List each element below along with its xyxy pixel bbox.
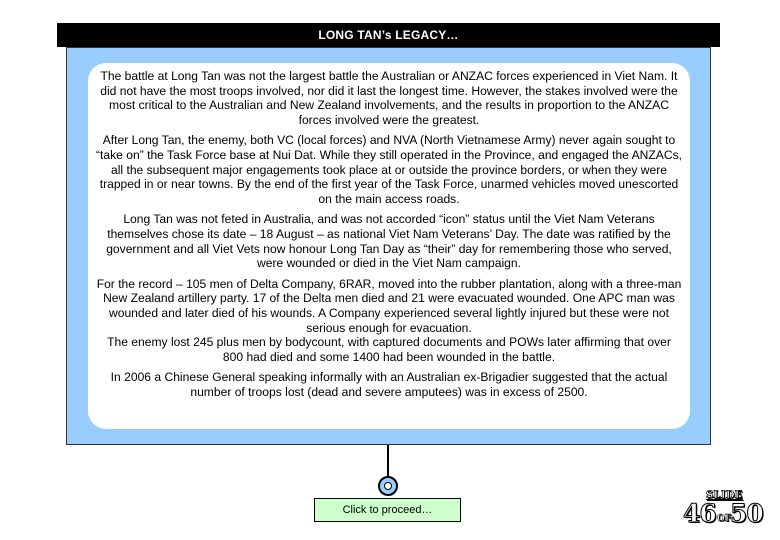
paragraph-chinese-general: In 2006 a Chinese General speaking informally with an Australian ex-Brigadier suggested that the actual number of troops lost (dead and severe amputees) was in excess of 2500. bbox=[110, 370, 668, 399]
slide-label: SLIDE bbox=[706, 490, 743, 501]
knob-center bbox=[384, 482, 392, 490]
paragraph-veterans-day: Long Tan was not feted in Australia, and was not accorded “icon” status until the Viet Nam Veterans themselves chose its date – 18 August – as national Viet Nam Veterans’ Day. The date was ratified by the government and all Viet Vets now honour Long Tan Day as “their” day for remembering those who served, were wounded or died in the Viet Nam campaign. bbox=[106, 212, 672, 271]
slide-title: LONG TAN’s LEGACY… bbox=[57, 23, 720, 47]
paragraph-aftermath: After Long Tan, the enemy, both VC (local forces) and NVA (North Vietnamese Army) never again sought to “take on” the Task Force base at Nui Dat. While they still operated in the Province, and engaged the ANZACs, all the subsequent major engagements took place at or outside the province borders, or when they were trapped in or near towns. By the end of the first year of the Task Force, unarmed vehicles moved unescorted on the main access roads. bbox=[96, 133, 682, 206]
text-card bbox=[88, 63, 690, 429]
connector-knob-icon bbox=[378, 476, 398, 496]
paragraph-enemy-losses: The enemy lost 245 plus men by bodycount, with captured documents and POWs later affirming that over 800 had died and some 1400 had been wounded in the battle. bbox=[107, 335, 671, 364]
slide-current-number: 46 bbox=[683, 499, 716, 528]
slide-of-label: OF bbox=[717, 514, 732, 524]
proceed-button[interactable]: Click to proceed… bbox=[314, 498, 461, 522]
paragraph-casualties: For the record – 105 men of Delta Company, 6RAR, moved into the rubber plantation, along with a three-man New Zealand artillery party. 17 of the Delta men died and 21 were evacuated wounded. One APC man was wounded and later died of his wounds. A Company experienced several lightly injured but these were not serious enough for evacuation. bbox=[96, 276, 682, 335]
slide-counter-badge bbox=[683, 487, 765, 531]
connector-line bbox=[387, 445, 389, 478]
paragraph-significance: The battle at Long Tan was not the largest battle the Australian or ANZAC forces experienced in Viet Nam. It did not have the most troops involved, nor did it last the longest time. However, the stakes involved were the most critical to the Australian and New Zealand involvements, and the results in proportion to the ANZAC forces involved were the greatest. bbox=[100, 69, 678, 127]
slide-total-number: 50 bbox=[730, 499, 763, 528]
